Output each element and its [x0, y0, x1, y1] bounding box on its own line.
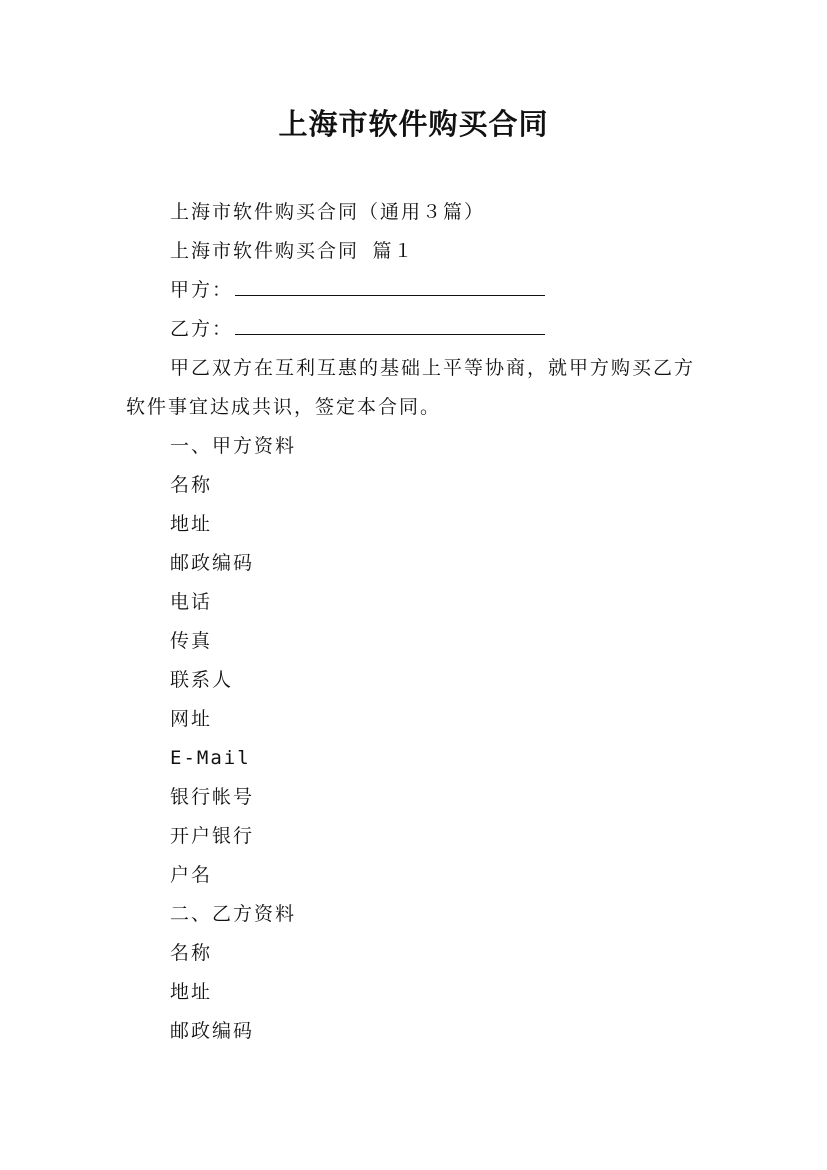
document-body	[126, 193, 706, 1051]
party-a-field: 户名	[170, 864, 213, 886]
party-b-field: 名称	[170, 942, 213, 964]
party-a-field: E-Mail	[170, 747, 251, 769]
party-b-blank	[235, 312, 545, 335]
party-b-field: 邮政编码	[170, 1020, 255, 1042]
party-a-field: 银行帐号	[170, 786, 255, 808]
party-b-field: 地址	[170, 981, 213, 1003]
party-a-field: 联系人	[170, 669, 234, 691]
party-a-field: 传真	[170, 630, 213, 652]
party-a-section-heading: 一、甲方资料	[170, 435, 297, 457]
intro-paragraph: 甲乙双方在互利互惠的基础上平等协商，就甲方购买乙方软件事宜达成共识，签定本合同。	[126, 357, 696, 418]
party-b-label: 乙方：	[170, 318, 234, 340]
party-a-field-list	[126, 466, 706, 895]
section-heading: 上海市软件购买合同 篇１	[170, 240, 415, 262]
party-a-field: 地址	[170, 513, 213, 535]
party-a-line	[126, 271, 706, 310]
party-b-section-heading: 二、乙方资料	[170, 903, 297, 925]
document-subtitle: 上海市软件购买合同（通用３篇）	[170, 201, 486, 223]
party-a-blank	[235, 273, 545, 296]
party-b-line	[126, 310, 706, 349]
party-a-field: 开户银行	[170, 825, 255, 847]
party-a-field: 邮政编码	[170, 552, 255, 574]
party-a-field: 网址	[170, 708, 213, 730]
party-b-field-list	[126, 934, 706, 1051]
party-a-field: 名称	[170, 474, 213, 496]
document-title: 上海市软件购买合同	[278, 107, 549, 141]
party-a-field: 电话	[170, 591, 213, 613]
party-a-label: 甲方：	[170, 279, 234, 301]
